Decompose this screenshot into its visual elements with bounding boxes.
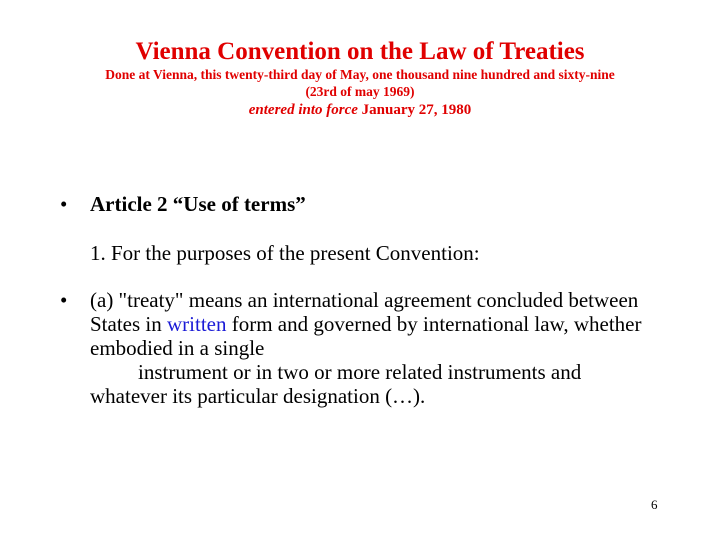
definition-text [90, 288, 660, 360]
bullet-item-article [60, 192, 660, 265]
slide-title-block [0, 38, 720, 120]
definition-line-1: (a) "treaty" means an international agreement concluded between States in [90, 288, 639, 336]
bullet-item-definition [60, 288, 660, 408]
entry-into-force-date: January 27, 1980 [361, 102, 472, 118]
definition-line-2: form and governed by international law, whether embodied in a single [90, 312, 642, 360]
entry-into-force-label: entered into force [248, 102, 358, 118]
date-line: (23rd of may 1969) [305, 84, 415, 99]
definition-line-3: instrument or in two or more related instruments and [138, 360, 582, 384]
definition-line-4: whatever its particular designation (…). [90, 384, 426, 408]
bullet-icon: • [60, 288, 68, 312]
done-at-line: Done at Vienna, this twenty-third day of May, one thousand nine hundred and sixty-nine [105, 67, 615, 82]
article-heading: Article 2 “Use of terms” [90, 192, 306, 216]
bullet-icon: • [60, 192, 68, 216]
entry-into-force-line [0, 101, 720, 120]
slide-title: Vienna Convention on the Law of Treaties [135, 38, 585, 65]
highlighted-word: written [167, 312, 227, 336]
article-subparagraph: 1. For the purposes of the present Convention: [90, 241, 480, 265]
slide-body [60, 192, 660, 408]
page-number: 6 [651, 497, 658, 512]
